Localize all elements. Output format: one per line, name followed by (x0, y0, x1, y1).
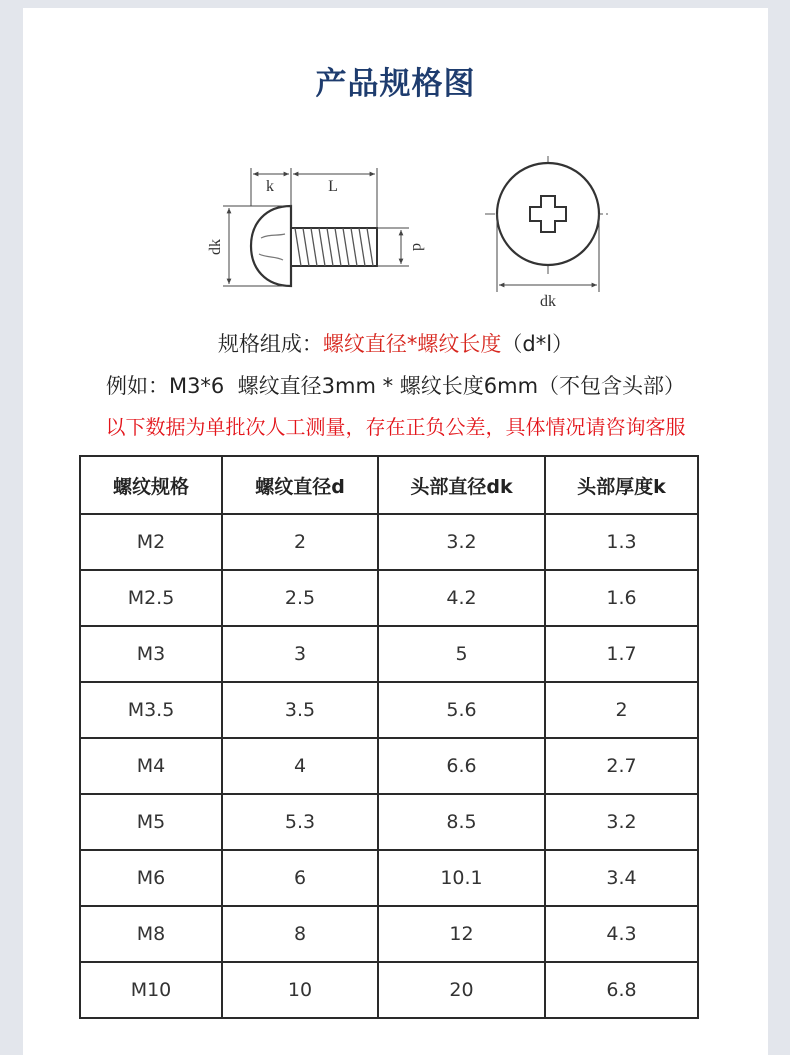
cell-spec: M5 (80, 794, 222, 850)
cell-spec: M4 (80, 738, 222, 794)
spec-composition (23, 328, 768, 358)
cell-head-diameter: 5.6 (378, 682, 545, 738)
dim-label-d: d (409, 243, 426, 251)
cell-head-diameter: 12 (378, 906, 545, 962)
header-head-thickness: 头部厚度k (545, 456, 698, 514)
cell-head-thickness: 3.2 (545, 794, 698, 850)
cell-head-diameter: 4.2 (378, 570, 545, 626)
dim-label-k: k (266, 178, 274, 195)
table-row (80, 794, 698, 850)
table-row (80, 850, 698, 906)
cell-head-thickness: 1.7 (545, 626, 698, 682)
cell-spec: M3.5 (80, 682, 222, 738)
table-row (80, 738, 698, 794)
cell-head-diameter: 8.5 (378, 794, 545, 850)
dim-label-dk-side: dk (207, 239, 224, 255)
cell-thread-diameter: 8 (222, 906, 378, 962)
cell-head-diameter: 20 (378, 962, 545, 1018)
cell-thread-diameter: 2.5 (222, 570, 378, 626)
table-row (80, 962, 698, 1018)
cell-head-thickness: 1.6 (545, 570, 698, 626)
cell-spec: M2.5 (80, 570, 222, 626)
composition-formula: 螺纹直径*螺纹长度 (322, 332, 502, 356)
cell-head-thickness: 2 (545, 682, 698, 738)
page-title: 产品规格图 (315, 66, 476, 102)
screw-dimension-diagram (173, 154, 623, 324)
cell-head-diameter: 6.6 (378, 738, 545, 794)
table-row (80, 514, 698, 570)
cell-head-thickness: 1.3 (545, 514, 698, 570)
cell-spec: M8 (80, 906, 222, 962)
cell-head-thickness: 3.4 (545, 850, 698, 906)
cell-head-diameter: 3.2 (378, 514, 545, 570)
dim-label-dk-front: dk (540, 293, 556, 310)
composition-suffix: （d*l） (501, 332, 574, 356)
table-row (80, 906, 698, 962)
header-thread-diameter: 螺纹直径d (222, 456, 378, 514)
screw-side-view (207, 168, 426, 286)
cell-thread-diameter: 10 (222, 962, 378, 1018)
cell-thread-diameter: 3 (222, 626, 378, 682)
cell-spec: M3 (80, 626, 222, 682)
cell-thread-diameter: 5.3 (222, 794, 378, 850)
table-header-row (80, 456, 698, 514)
cell-spec: M10 (80, 962, 222, 1018)
screw-front-view (485, 156, 611, 310)
table-row (80, 570, 698, 626)
cell-thread-diameter: 4 (222, 738, 378, 794)
cell-thread-diameter: 6 (222, 850, 378, 906)
cell-spec: M6 (80, 850, 222, 906)
composition-prefix: 规格组成： (217, 332, 323, 356)
cell-head-thickness: 2.7 (545, 738, 698, 794)
spec-table (79, 455, 699, 1019)
table-row (80, 682, 698, 738)
cell-head-diameter: 10.1 (378, 850, 545, 906)
cell-head-diameter: 5 (378, 626, 545, 682)
spec-example: 例如：M3*6 螺纹直径3mm * 螺纹长度6mm（不包含头部） (105, 374, 686, 398)
cell-spec: M2 (80, 514, 222, 570)
cell-head-thickness: 4.3 (545, 906, 698, 962)
header-head-diameter: 头部直径dk (378, 456, 545, 514)
cell-thread-diameter: 3.5 (222, 682, 378, 738)
dim-label-l: L (328, 178, 338, 195)
header-thread-spec: 螺纹规格 (80, 456, 222, 514)
tolerance-notice: 以下数据为单批次人工测量，存在正负公差，具体情况请咨询客服 (105, 415, 686, 439)
cell-head-thickness: 6.8 (545, 962, 698, 1018)
cell-thread-diameter: 2 (222, 514, 378, 570)
table-row (80, 626, 698, 682)
spec-card (23, 8, 768, 1055)
